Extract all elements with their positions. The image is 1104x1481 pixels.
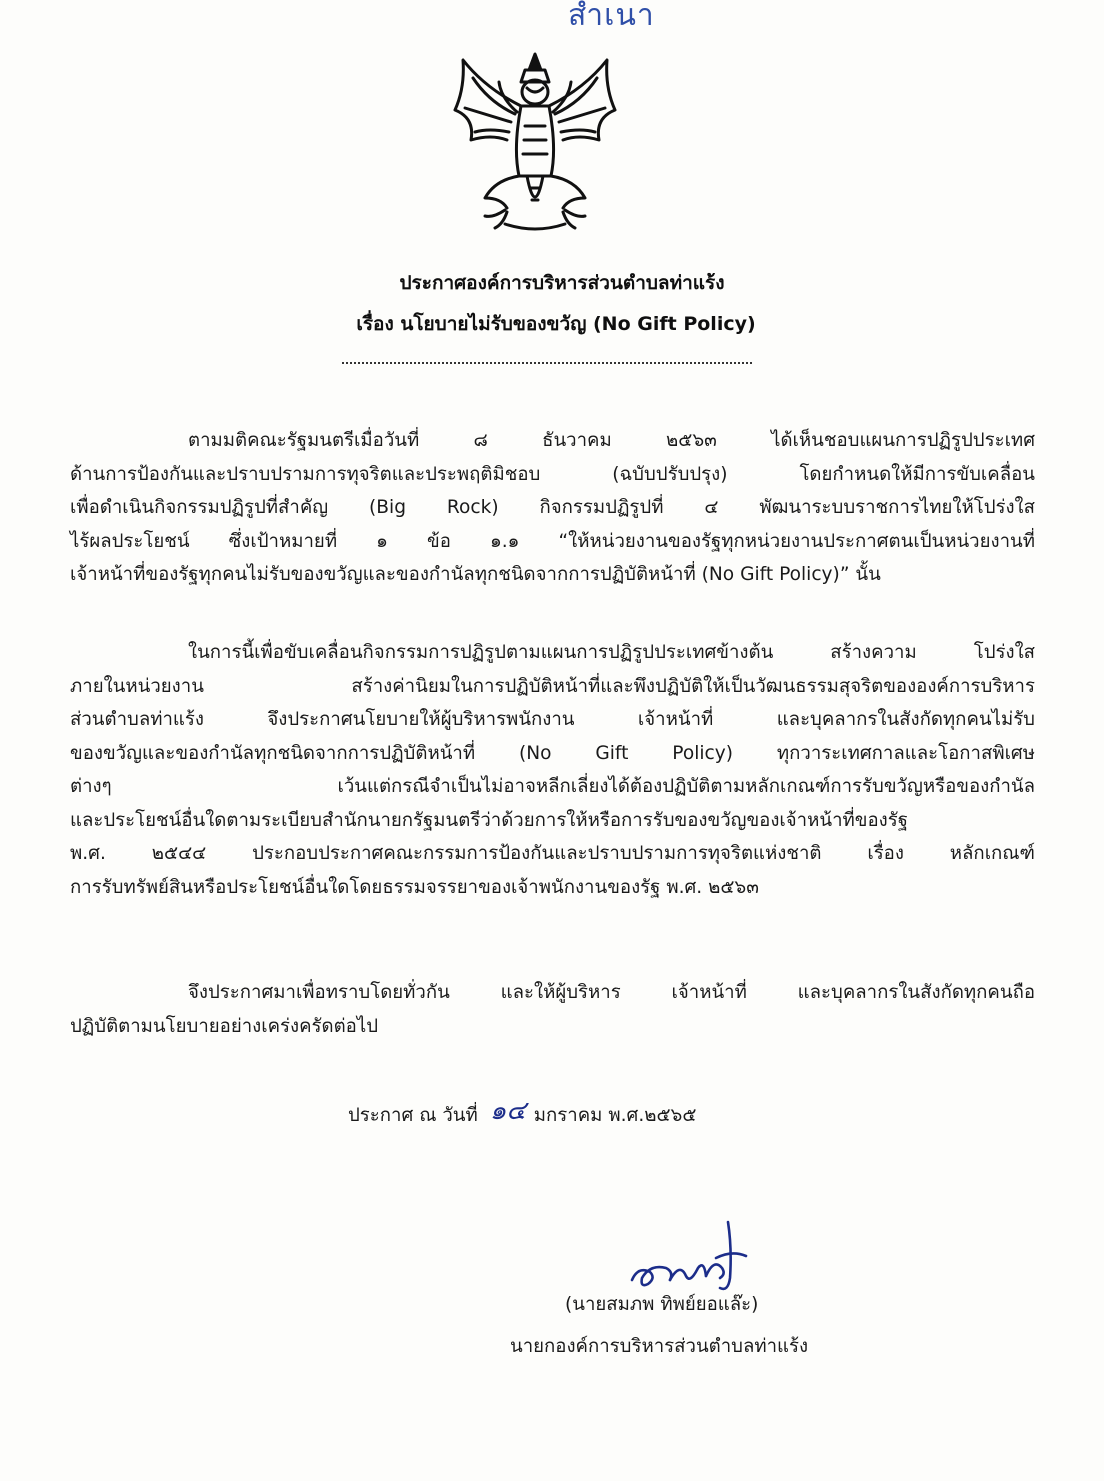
dotted-divider xyxy=(342,362,752,364)
paragraph-line: ด้านการป้องกันและปราบปรามการทุจริตและประพฤติมิชอบ (ฉบับปรับปรุง) โดยกำหนดให้มีการขับเคลื่อน xyxy=(70,463,1035,485)
paragraph-line: เจ้าหน้าที่ของรัฐทุกคนไม่รับของขวัญและของกำนัลทุกชนิดจากการปฏิบัติหน้าที่ (No Gift Policy)” นั้น xyxy=(70,564,881,585)
copy-stamp: สำเนา xyxy=(568,0,655,33)
paragraph-line: ตามมติคณะรัฐมนตรีเมื่อวันที่ ๘ ธันวาคม ๒๕๖๓ ได้เห็นชอบแผนการปฏิรูปประเทศ xyxy=(188,430,1035,451)
paragraph-line: จึงประกาศมาเพื่อทราบโดยทั่วกัน และให้ผู้บริหาร เจ้าหน้าที่ และบุคลากรในสังกัดทุกคนถือ xyxy=(188,982,1035,1003)
announcement-month-year: มกราคม พ.ศ.๒๕๖๕ xyxy=(533,1105,697,1126)
paragraph-line: และประโยชน์อื่นใดตามระเบียบสำนักนายกรัฐมนตรีว่าด้วยการให้หรือการรับของขวัญของเจ้าหน้าที่ของรัฐ xyxy=(70,809,908,831)
paragraph-line: ของขวัญและของกำนัลทุกชนิดจากการปฏิบัติหน้าที่ (No Gift Policy) ทุกวาระเทศกาลและโอกาสพิเศษ xyxy=(70,742,1035,764)
paragraph-line: ต่างๆ เว้นแต่กรณีจำเป็นไม่อาจหลีกเลี่ยงได้ต้องปฏิบัติตามหลักเกณฑ์การรับขวัญหรือของกำนัล xyxy=(70,776,1035,797)
handwritten-day: ๑๔ xyxy=(489,1096,526,1126)
signer-position: นายกองค์การบริหารส่วนตำบลท่าแร้ง xyxy=(510,1336,809,1357)
paragraph-line: การรับทรัพย์สินหรือประโยชน์อื่นใดโดยธรรมจรรยาของเจ้าพนักงานของรัฐ พ.ศ. ๒๕๖๓ xyxy=(70,876,759,898)
announcement-date-prefix: ประกาศ ณ วันที่ xyxy=(348,1105,478,1126)
garuda-emblem-icon xyxy=(445,48,625,238)
paragraph-line: ส่วนตำบลท่าแร้ง จึงประกาศนโยบายให้ผู้บริหารพนักงาน เจ้าหน้าที่ และบุคลากรในสังกัดทุกคนไม่รับ xyxy=(70,709,1035,730)
paragraph-line: ในการนี้เพื่อขับเคลื่อนกิจกรรมการปฏิรูปตามแผนการปฏิรูปประเทศข้างต้น สร้างความ โปร่งใส xyxy=(188,642,1035,663)
announcement-org-title: ประกาศองค์การบริหารส่วนตำบลท่าแร้ง xyxy=(399,272,725,294)
paragraph-line: เพื่อดำเนินกิจกรรมปฏิรูปที่สำคัญ (Big Rock) กิจกรรมปฏิรูปที่ ๔ พัฒนาระบบราชการไทยให้โปร่งใส xyxy=(70,497,1035,518)
paragraph-line: ภายในหน่วยงาน สร้างค่านิยมในการปฏิบัติหน้าที่และพึงปฏิบัติให้เป็นวัฒนธรรมสุจริตขององค์การบริหาร xyxy=(70,675,1035,697)
paragraph-1 xyxy=(70,424,1035,592)
paragraph-2 xyxy=(70,636,1035,904)
signer-name: (นายสมภพ ทิพย์ยอแล๊ะ) xyxy=(565,1294,759,1315)
announcement-subject-title: เรื่อง นโยบายไม่รับของขวัญ (No Gift Policy) xyxy=(356,313,756,335)
paragraph-line: ปฏิบัติตามนโยบายอย่างเคร่งครัดต่อไป xyxy=(70,1015,379,1037)
paragraph-line: พ.ศ. ๒๕๔๔ ประกอบประกาศคณะกรรมการป้องกันและปราบปรามการทุจริตแห่งชาติ เรื่อง หลักเกณฑ์ xyxy=(70,843,1035,864)
paragraph-line: ไร้ผลประโยชน์ ซึ่งเป้าหมายที่ ๑ ข้อ ๑.๑ “ให้หน่วยงานของรัฐทุกหน่วยงานประกาศตนเป็นหน่วยงานที่ xyxy=(70,530,1035,552)
announcement-date xyxy=(348,1092,696,1133)
paragraph-3 xyxy=(70,976,1035,1043)
